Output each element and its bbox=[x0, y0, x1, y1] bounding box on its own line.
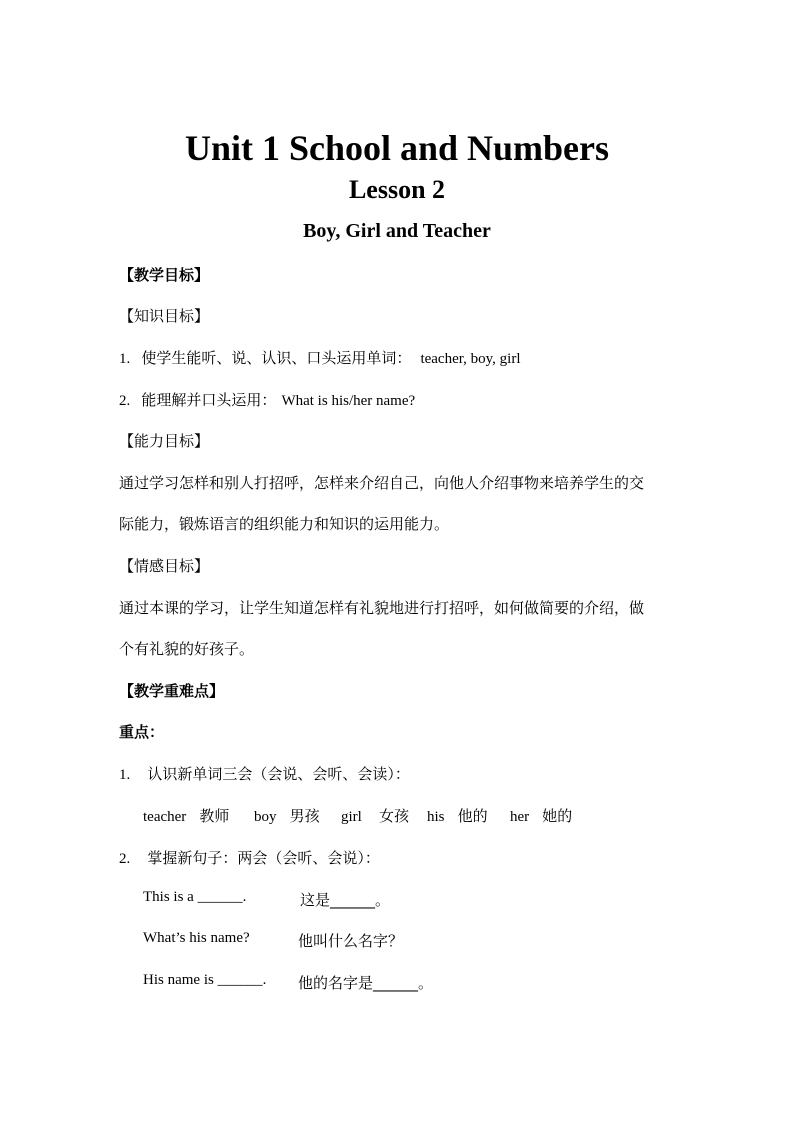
knowledge-item-2 bbox=[119, 389, 415, 410]
item-number: 2. bbox=[119, 393, 131, 409]
vocab-his bbox=[427, 805, 488, 826]
knowledge-item-1 bbox=[119, 347, 521, 368]
vocab-teacher bbox=[143, 805, 229, 826]
item-english: What is his/her name? bbox=[281, 393, 416, 409]
sentence-3-chinese: 他的名字是______。 bbox=[298, 974, 434, 992]
unit-title: Unit 1 School and Numbers bbox=[184, 128, 610, 168]
vocab-chinese: 她的 bbox=[542, 807, 573, 825]
key-points-label: 重点： bbox=[119, 723, 165, 741]
vocab-english: boy bbox=[254, 809, 277, 825]
ability-goals-heading: 【能力目标】 bbox=[119, 432, 210, 450]
item-english: teacher, boy, girl bbox=[420, 351, 521, 367]
emotion-goals-heading: 【情感目标】 bbox=[119, 557, 210, 575]
item-number: 1. bbox=[119, 767, 131, 783]
vocab-girl bbox=[341, 805, 409, 826]
vocab-chinese: 教师 bbox=[199, 807, 230, 825]
lesson-subtitle: Boy, Girl and Teacher bbox=[303, 220, 491, 242]
vocab-english: teacher bbox=[143, 809, 187, 825]
sentence-2-english: What’s his name? bbox=[143, 930, 250, 946]
ability-text-line-2: 际能力，锻炼语言的组织能力和知识的运用能力。 bbox=[119, 515, 450, 533]
item-number: 2. bbox=[119, 851, 131, 867]
vocab-chinese: 他的 bbox=[457, 807, 488, 825]
ability-text-line-1: 通过学习怎样和别人打招呼，怎样来介绍自己，向他人介绍事物来培养学生的交 bbox=[119, 474, 645, 492]
teaching-goals-heading: 【教学目标】 bbox=[119, 266, 210, 284]
key-point-1 bbox=[119, 763, 410, 784]
item-text: 认识新单词三会（会说、会听、会读）： bbox=[147, 765, 410, 783]
knowledge-goals-heading: 【知识目标】 bbox=[119, 307, 210, 325]
vocab-chinese: 女孩 bbox=[378, 807, 409, 825]
sentence-3-english: His name is ______. bbox=[143, 972, 267, 988]
vocab-chinese: 男孩 bbox=[289, 807, 320, 825]
lesson-title: Lesson 2 bbox=[348, 175, 446, 204]
vocab-english: his bbox=[427, 809, 445, 825]
item-text: 使学生能听、说、认识、口头运用单词： bbox=[141, 349, 412, 367]
item-number: 1. bbox=[119, 351, 131, 367]
emotion-text-line-1: 通过本课的学习，让学生知道怎样有礼貌地进行打招呼，如何做简要的介绍，做 bbox=[119, 599, 645, 617]
sentence-1-chinese: 这是______。 bbox=[300, 891, 391, 909]
vocab-boy bbox=[254, 805, 320, 826]
key-difficult-heading: 【教学重难点】 bbox=[119, 682, 225, 700]
vocab-english: her bbox=[510, 809, 530, 825]
item-text: 能理解并口头运用： bbox=[141, 391, 277, 409]
vocab-her bbox=[510, 805, 572, 826]
emotion-text-line-2: 个有礼貌的好孩子。 bbox=[119, 640, 255, 658]
key-point-2 bbox=[119, 847, 380, 868]
sentence-2-chinese: 他叫什么名字？ bbox=[298, 932, 404, 950]
sentence-1-english: This is a ______. bbox=[143, 889, 247, 905]
item-text: 掌握新句子：两会（会听、会说）： bbox=[147, 849, 380, 867]
vocab-english: girl bbox=[341, 809, 362, 825]
